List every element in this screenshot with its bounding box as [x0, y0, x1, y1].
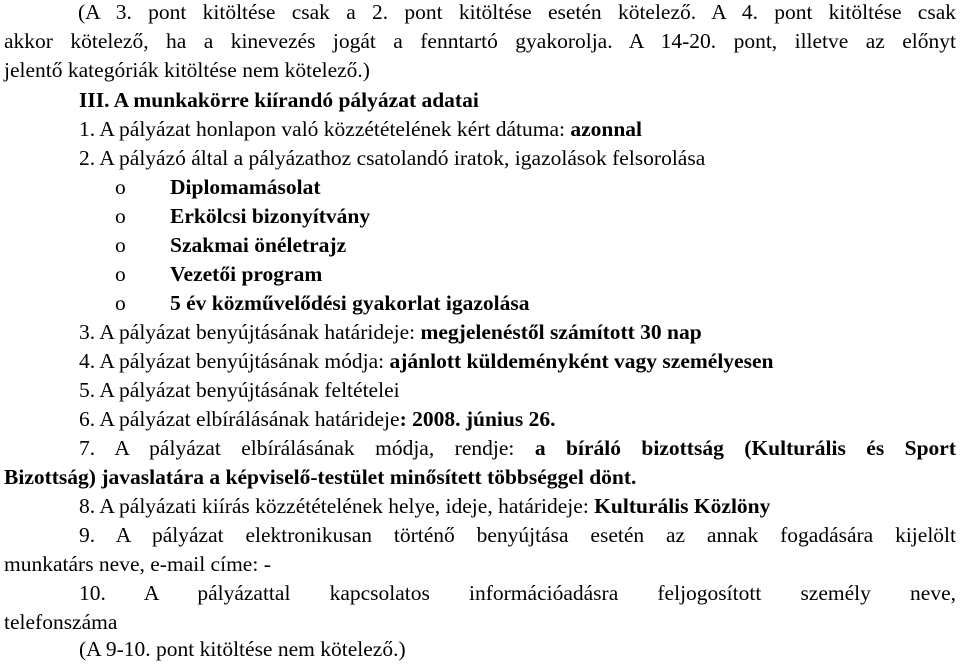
- item-6-label: 6. A pályázat elbírálásának határideje: [79, 407, 400, 431]
- item-8-label: 8. A pályázati kiírás közzétételének helye, ideje, határideje:: [79, 494, 595, 518]
- item-7-label: 7. A pályázat elbírálásának módja, rendje:: [79, 436, 535, 460]
- item-4-label: 4. A pályázat benyújtásának módja:: [79, 349, 390, 373]
- bullet-marker: o: [115, 233, 126, 257]
- item-4: [79, 347, 960, 376]
- bullet-text: Szakmai önéletrajz: [170, 233, 347, 257]
- bullet-marker: o: [115, 175, 126, 199]
- item-10-line-1: 10. A pályázattal kapcsolatos információadásra feljogosított személy neve,: [79, 581, 956, 605]
- intro-note-line-2: akkor kötelező, ha a kinevezés jogát a fenntartó gyakorolja. A 14-20. pont, illetve az előnyt: [4, 29, 956, 53]
- item-1-label: 1. A pályázat honlapon való közzétételének kért dátuma:: [79, 117, 571, 141]
- item-5: 5. A pályázat benyújtásának feltételei: [79, 378, 400, 402]
- bullet-text: Erkölcsi bizonyítvány: [170, 204, 371, 228]
- item-9-line-1: 9. A pályázat elektronikusan történő benyújtása esetén az annak fogadására kijelölt: [79, 523, 956, 547]
- intro-note-line-3: jelentő kategóriák kitöltése nem kötelező.): [4, 58, 370, 82]
- closing-note: (A 9-10. pont kitöltése nem kötelező.): [79, 637, 406, 661]
- item-4-value: ajánlott küldeményként vagy személyesen: [389, 349, 774, 373]
- bullet-item: [115, 202, 960, 231]
- bullet-marker: o: [115, 291, 126, 315]
- bullet-text: 5 év közművelődési gyakorlat igazolása: [170, 291, 530, 315]
- bullet-item: [115, 260, 960, 289]
- item-8-value: Kulturális Közlöny: [594, 494, 771, 518]
- item-2: 2. A pályázó által a pályázathoz csatolandó iratok, igazolások felsorolása: [79, 146, 706, 170]
- section-title: III. A munkakörre kiírandó pályázat adatai: [79, 88, 479, 112]
- item-3-value: megjelenéstől számított 30 nap: [420, 320, 702, 344]
- item-10-line-2: telefonszáma: [4, 610, 118, 634]
- item-7-line-1: [79, 434, 956, 463]
- item-8: [79, 492, 960, 521]
- item-6: [79, 405, 960, 434]
- item-9-line-2: munkatárs neve, e-mail címe: -: [4, 552, 271, 576]
- bullet-text: Vezetői program: [170, 262, 323, 286]
- bullet-item: [115, 289, 960, 318]
- item-7-line-2: Bizottság) javaslatára a képviselő-testület minősített többséggel dönt.: [4, 465, 637, 489]
- intro-note-line-1: (A 3. pont kitöltése csak a 2. pont kitöltése esetén kötelező. A 4. pont kitöltése csak: [78, 0, 956, 24]
- bullet-marker: o: [115, 204, 126, 228]
- item-7-value-a: a bíráló bizottság (Kulturális és Sport: [534, 436, 956, 460]
- item-3: [79, 318, 960, 347]
- item-1-value: azonnal: [570, 117, 643, 141]
- item-3-label: 3. A pályázat benyújtásának határideje:: [79, 320, 421, 344]
- item-6-value: : 2008. június 26.: [399, 407, 556, 431]
- bullet-item: [115, 173, 960, 202]
- bullet-text: Diplomamásolat: [170, 175, 321, 199]
- bullet-item: [115, 231, 960, 260]
- bullet-marker: o: [115, 262, 126, 286]
- item-1: [79, 115, 960, 144]
